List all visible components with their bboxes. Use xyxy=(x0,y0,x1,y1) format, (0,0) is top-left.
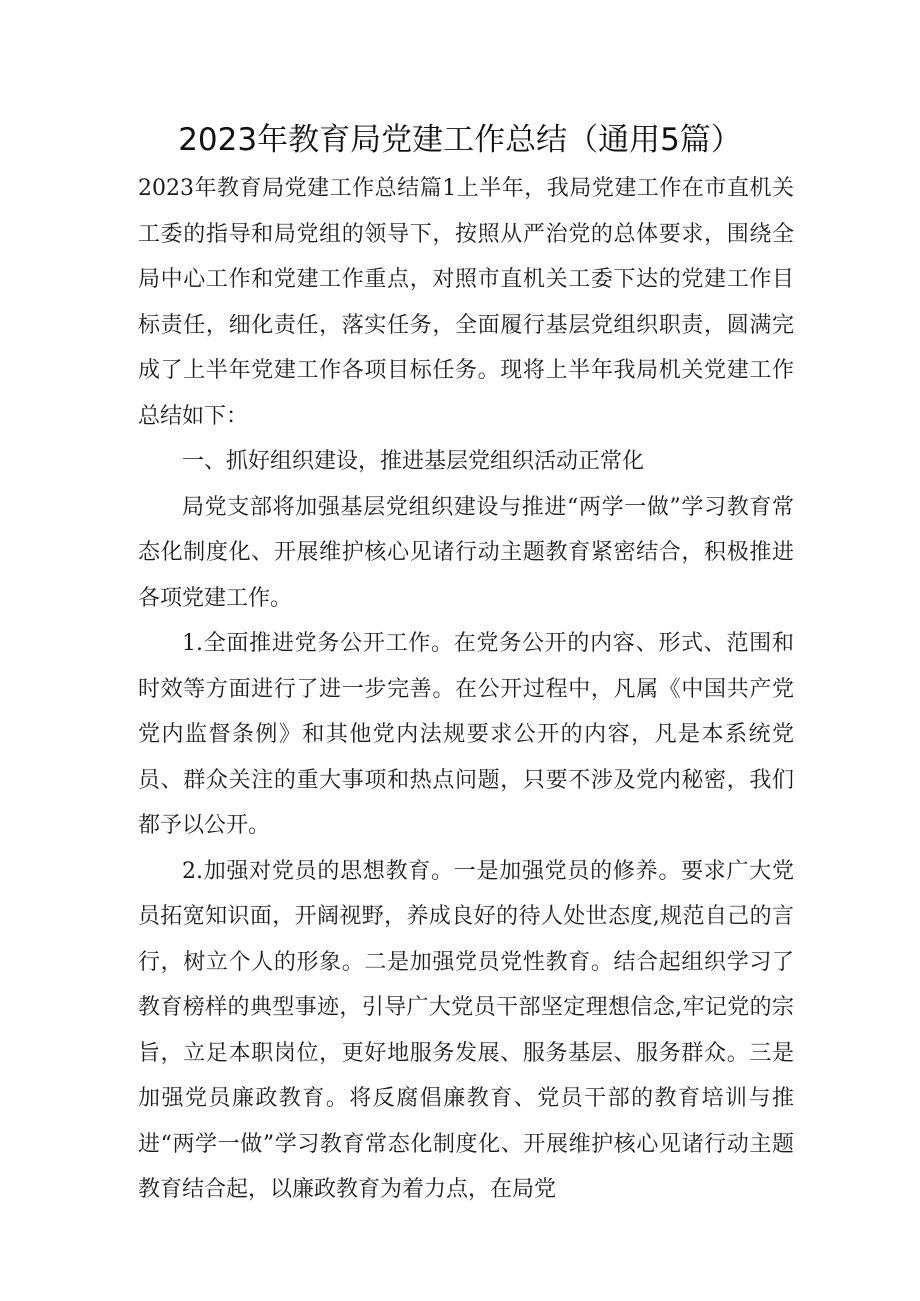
paragraph-item-2: 2.加强对党员的思想教育。一是加强党员的修养。要求广大党员拓宽知识面，开阔视野，养成良好的待人处世态度,规范自己的言行，树立个人的形象。二是加强党员党性教育。结合起组织学习了教育榜样的典型事迹，引导广大党员干部坚定理想信念,牢记党的宗旨，立足本职岗位，更好地服务发展、服务基层、服务群众。三是加强党员廉政教育。将反腐倡廉教育、党员干部的教育培训与推进“两学一做”学习教育常态化制度化、开展维护核心见诸行动主题教育结合起，以廉政教育为着力点，在局党 xyxy=(138,858,794,1202)
section-heading-1: 一、抓好组织建设，推进基层党组织活动正常化 xyxy=(182,449,645,474)
document-body xyxy=(138,166,794,1213)
document-title: 2023年教育局党建工作总结（通用5篇） xyxy=(178,122,742,158)
paragraph-section-1: 局党支部将加强基层党组织建设与推进“两学一做”学习教育常态化制度化、开展维护核心见诸行动主题教育紧密结合，积极推进各项党建工作。 xyxy=(138,494,794,611)
paragraph-intro: 2023年教育局党建工作总结篇1上半年，我局党建工作在市直机关工委的指导和局党组的领导下，按照从严治党的总体要求，围绕全局中心工作和党建工作重点，对照市直机关工委下达的党建工作目标责任，细化责任，落实任务，全面履行基层党组织职责，圆满完成了上半年党建工作各项目标任务。现将上半年我局机关党建工作总结如下： xyxy=(138,176,794,429)
paragraph-item-1: 1.全面推进党务公开工作。在党务公开的内容、形式、范围和时效等方面进行了进一步完善。在公开过程中，凡属《中国共产党党内监督条例》和其他党内法规要求公开的内容，凡是本系统党员、群众关注的重大事项和热点问题，只要不涉及党内秘密，我们都予以公开。 xyxy=(138,631,794,838)
